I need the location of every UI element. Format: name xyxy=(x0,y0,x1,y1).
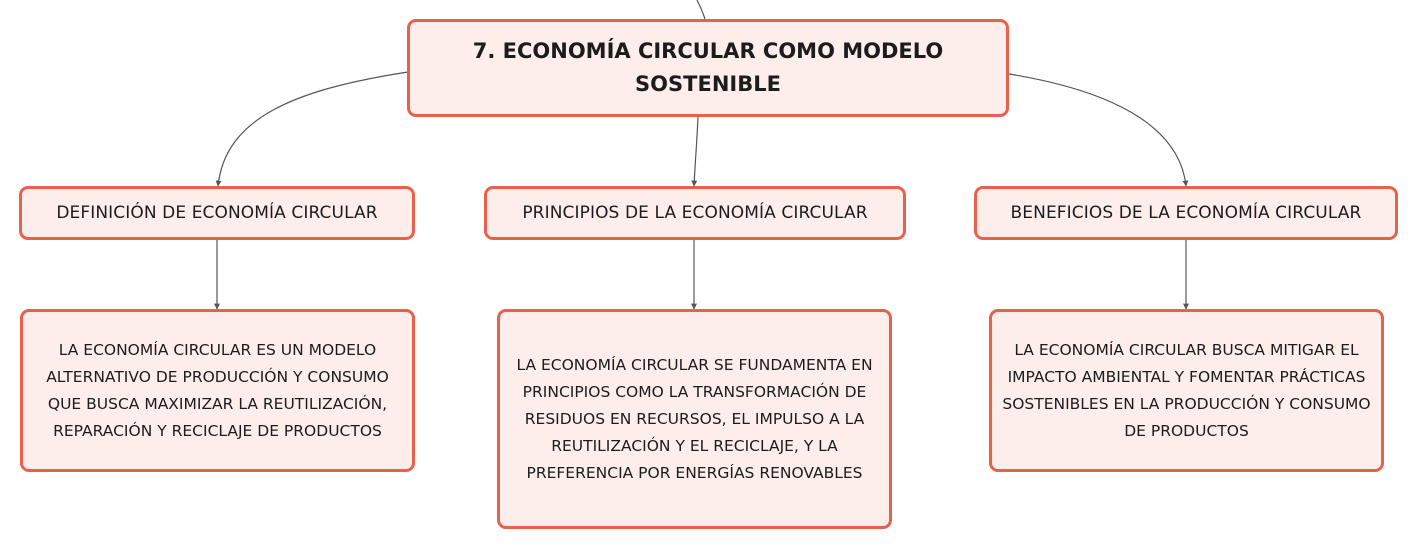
branch-label-definicion: DEFINICIÓN DE ECONOMÍA CIRCULAR xyxy=(56,203,378,223)
connector-root-beneficios xyxy=(1009,74,1186,186)
branch-node-principios[interactable] xyxy=(484,186,906,240)
detail-node-beneficios[interactable] xyxy=(989,309,1384,472)
detail-node-principios[interactable] xyxy=(497,309,892,529)
root-topic-node[interactable] xyxy=(407,19,1009,117)
root-topic-title: 7. ECONOMÍA CIRCULAR COMO MODELO SOSTENIBLE xyxy=(472,39,944,96)
branch-node-definicion[interactable] xyxy=(19,186,415,240)
connector-root-principios xyxy=(694,117,698,186)
detail-text-beneficios: LA ECONOMÍA CIRCULAR BUSCA MITIGAR EL IMPACTO AMBIENTAL Y FOMENTAR PRÁCTICAS SOSTENIBLES EN LA PRODUCCIÓN Y CONSUMO DE PRODUCTOS xyxy=(1002,340,1371,440)
connector-root-definicion xyxy=(218,72,408,186)
detail-node-definicion[interactable] xyxy=(20,309,415,472)
parent-connector xyxy=(697,0,705,19)
detail-text-principios: LA ECONOMÍA CIRCULAR SE FUNDAMENTA EN PRINCIPIOS COMO LA TRANSFORMACIÓN DE RESIDUOS EN RECURSOS, EL IMPULSO A LA REUTILIZACIÓN Y EL RECICLAJE, Y LA PREFERENCIA POR ENERGÍAS RENOVABLES xyxy=(516,355,873,482)
branch-label-principios: PRINCIPIOS DE LA ECONOMÍA CIRCULAR xyxy=(522,203,868,223)
branch-label-beneficios: BENEFICIOS DE LA ECONOMÍA CIRCULAR xyxy=(1010,203,1362,223)
branch-node-beneficios[interactable] xyxy=(974,186,1398,240)
detail-text-definicion: LA ECONOMÍA CIRCULAR ES UN MODELO ALTERNATIVO DE PRODUCCIÓN Y CONSUMO QUE BUSCA MAXIMIZAR LA REUTILIZACIÓN, REPARACIÓN Y RECICLAJE DE PRODUCTOS xyxy=(46,340,389,440)
